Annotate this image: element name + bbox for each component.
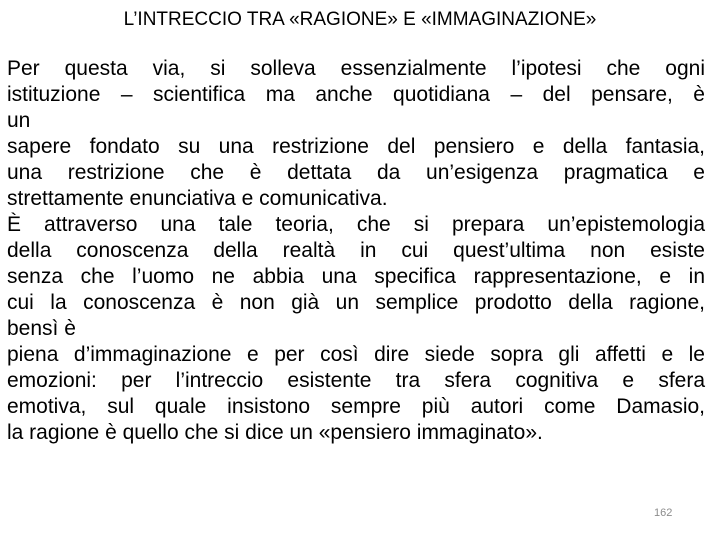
- body-line: strettamente enunciativa e comunicativa.: [7, 187, 388, 210]
- body-line: bensì è: [7, 317, 76, 340]
- body-line: istituzione – scientifica ma anche quotidiana – del pensare, è: [7, 83, 705, 106]
- body-line: sapere fondato su una restrizione del pensiero e della fantasia,: [7, 135, 705, 158]
- slide-title: L’INTRECCIO TRA «RAGIONE» E «IMMAGINAZIONE»: [123, 9, 597, 30]
- body-line: la ragione è quello che si dice un «pensiero immaginato».: [7, 421, 543, 444]
- body-line: Per questa via, si solleva essenzialmente l’ipotesi che ogni: [7, 57, 705, 80]
- body-line: emozioni: per l’intreccio esistente tra sfera cognitiva e sfera: [7, 369, 705, 392]
- body-line: cui la conoscenza è non già un semplice prodotto della ragione,: [7, 291, 705, 314]
- body-line: È attraverso una tale teoria, che si prepara un’epistemologia: [7, 213, 705, 236]
- page-number: 162: [654, 507, 673, 519]
- body-line: piena d’immaginazione e per così dire siede sopra gli affetti e le: [7, 343, 705, 366]
- body-line: una restrizione che è dettata da un’esigenza pragmatica e: [7, 161, 705, 184]
- body-line: un: [7, 109, 31, 132]
- body-text: [7, 56, 705, 446]
- body-line: emotiva, sul quale insistono sempre più autori come Damasio,: [7, 395, 705, 418]
- body-line: senza che l’uomo ne abbia una specifica rappresentazione, e in: [7, 265, 705, 288]
- body-line: della conoscenza della realtà in cui quest’ultima non esiste: [7, 239, 705, 262]
